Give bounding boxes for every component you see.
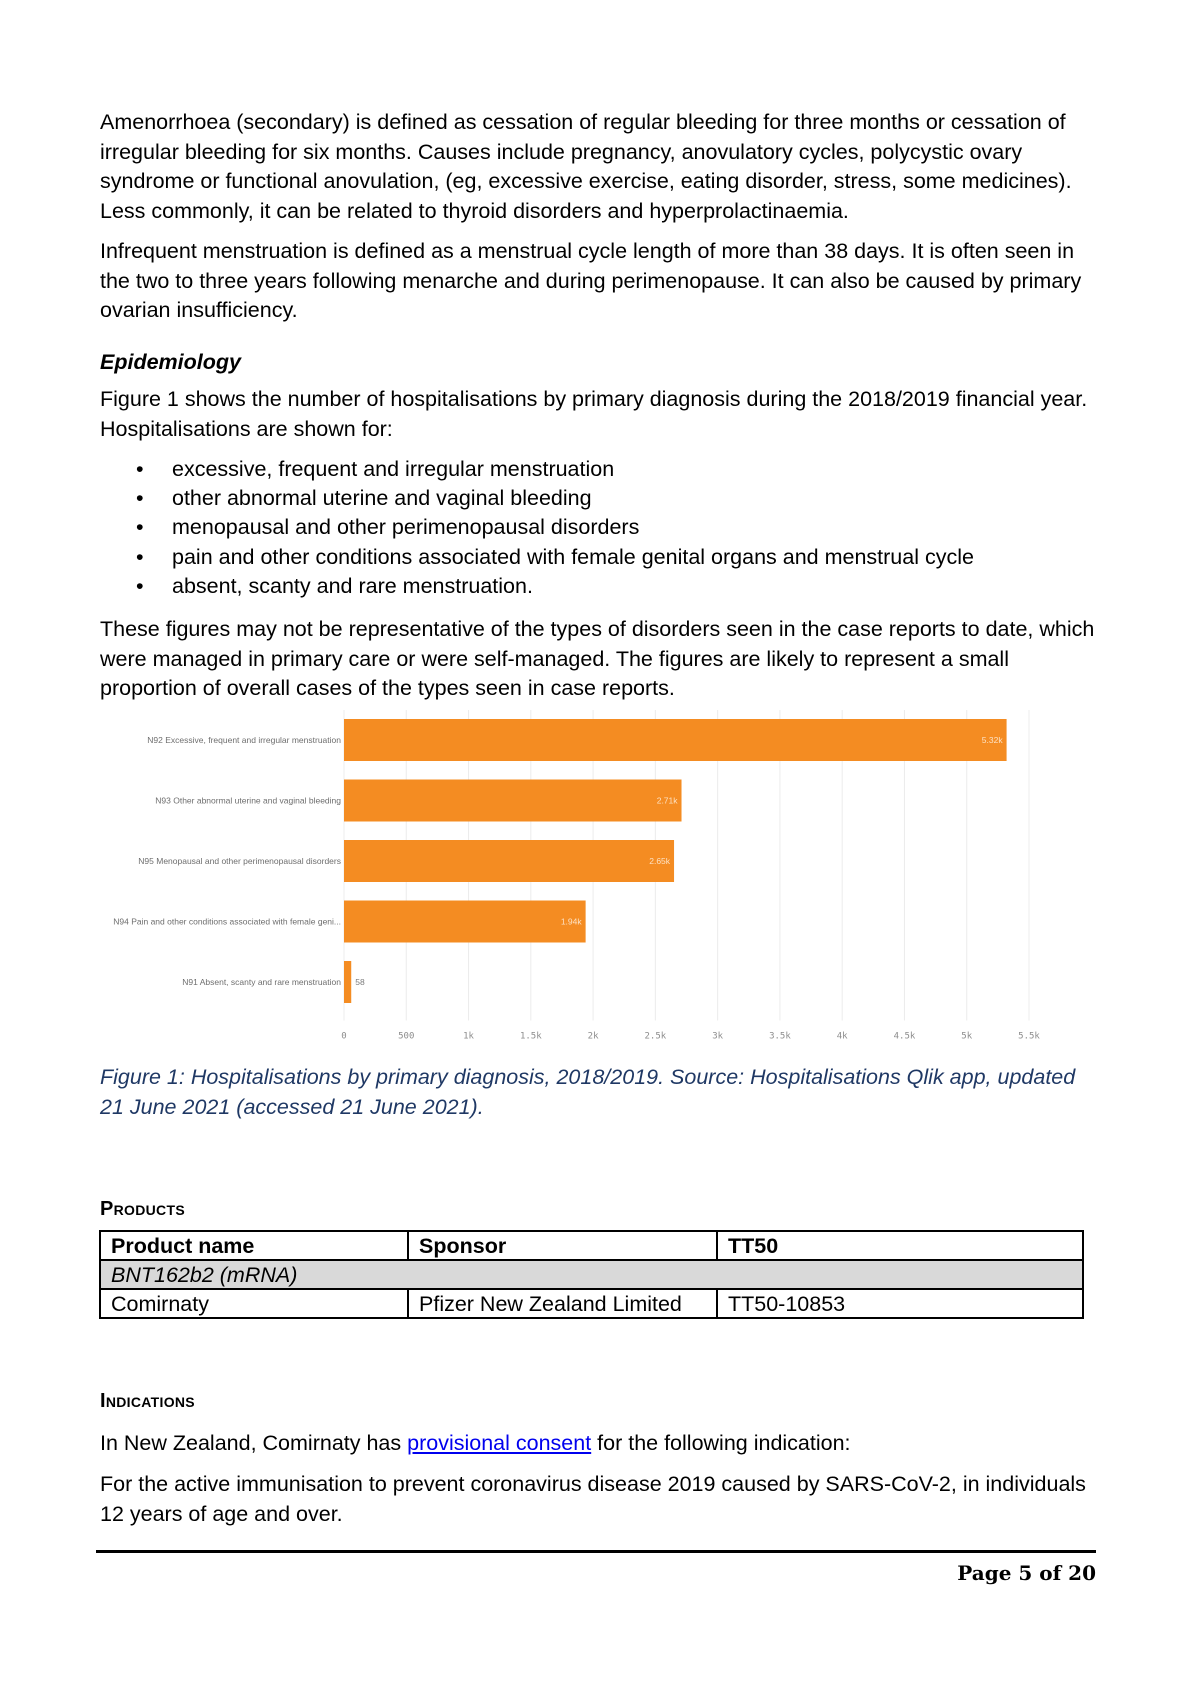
bar [344, 719, 1007, 761]
x-tick-label: 3.5k [769, 1031, 791, 1042]
column-header-sponsor: Sponsor [408, 1231, 717, 1260]
group-label: BNT162b2 (mRNA) [100, 1260, 1083, 1289]
page-number: Page 5 of 20 [957, 1561, 1096, 1585]
x-axis-ticks [341, 1032, 1040, 1042]
x-tick-label: 2k [587, 1031, 599, 1042]
bar [344, 840, 674, 882]
category-label: N91 Absent, scanty and rare menstruation [182, 977, 341, 987]
bar [344, 780, 682, 822]
bar [344, 961, 351, 1003]
hospitalisations-bar-chart [90, 710, 1050, 1050]
column-header-tt50: TT50 [717, 1231, 1083, 1260]
table-row [100, 1289, 1083, 1318]
category-label: N93 Other abnormal uterine and vaginal bleeding [155, 795, 341, 806]
x-tick-label: 500 [398, 1031, 415, 1042]
category-labels [113, 735, 341, 987]
x-tick-label: 4k [836, 1031, 848, 1042]
category-label: N95 Menopausal and other perimenopausal disorders [138, 856, 341, 866]
diagnosis-bullet-list [100, 455, 974, 601]
table-group-row [100, 1260, 1083, 1289]
indications-line2: For the active immunisation to prevent coronavirus disease 2019 caused by SARS-CoV-2, in individuals 12 years of age and over. [100, 1472, 1086, 1526]
bars [344, 719, 1007, 1003]
cell-sponsor: Pfizer New Zealand Limited [408, 1289, 717, 1318]
category-label: N94 Pain and other conditions associated with female geni... [113, 916, 341, 927]
data-label: 58 [355, 977, 365, 987]
x-tick-label: 4.5k [893, 1031, 916, 1042]
indications-heading: Indications [100, 1390, 195, 1412]
paragraph-amenorrhoea: Amenorrhoea (secondary) is defined as cessation of regular bleeding for three months or cessation of irregular bleeding for six months. Causes include pregnancy, anovulatory cycles, polycystic ovary syndrome or functional anovulation, (eg, excessive exercise, eating disorder, stress, some medicines). Less commonly, it can be related to thyroid disorders and hyperprolactinaemia. [100, 110, 1072, 223]
bullet-item: • other abnormal uterine and vaginal bleeding [100, 484, 974, 513]
bullet-icon: • [136, 573, 144, 598]
bullet-icon: • [136, 544, 144, 569]
provisional-consent-link[interactable]: provisional consent [407, 1431, 592, 1455]
cell-product-name: Comirnaty [100, 1289, 408, 1318]
products-heading: Products [100, 1198, 185, 1220]
epidemiology-intro: Figure 1 shows the number of hospitalisations by primary diagnosis during the 2018/2019 financial year. Hospitalisations are shown for: [100, 387, 1088, 441]
bullet-item: • menopausal and other perimenopausal disorders [100, 513, 974, 542]
footer-divider [96, 1550, 1096, 1553]
table-header-row [100, 1231, 1083, 1260]
paragraph-infrequent-menstruation: Infrequent menstruation is defined as a menstrual cycle length of more than 38 days. It is often seen in the two to three years following menarche and during perimenopause. It can also be caused by primary ovarian insufficiency. [100, 239, 1082, 322]
bullet-item: • pain and other conditions associated with female genital organs and menstrual cycle [100, 543, 974, 572]
column-header-product-name: Product name [100, 1231, 408, 1260]
data-label: 2.71k [656, 795, 678, 806]
x-tick-label: 5k [961, 1031, 973, 1042]
x-tick-label: 0 [341, 1031, 347, 1042]
x-tick-label: 2.5k [644, 1031, 667, 1042]
category-label: N92 Excessive, frequent and irregular menstruation [147, 735, 341, 745]
bullet-icon: • [136, 515, 144, 540]
data-label: 5.32k [981, 735, 1003, 745]
bullet-icon: • [136, 486, 144, 511]
bullet-item: • absent, scanty and rare menstruation. [100, 572, 974, 601]
products-table [99, 1230, 1084, 1319]
indications-line1: In New Zealand, Comirnaty has provisional consent for the following indication: [100, 1431, 851, 1455]
epidemiology-note: These figures may not be representative of the types of disorders seen in the case reports to date, which were managed in primary care or were self-managed. The figures are likely to represent a small proportion of overall cases of the types seen in case reports. [100, 617, 1095, 700]
cell-tt50: TT50-10853 [717, 1289, 1083, 1318]
bullet-item: • excessive, frequent and irregular menstruation [100, 455, 974, 484]
data-label: 2.65k [649, 856, 671, 866]
x-tick-label: 5.5k [1018, 1031, 1040, 1042]
figure-caption: Figure 1: Hospitalisations by primary diagnosis, 2018/2019. Source: Hospitalisations Qlik app, updated 21 June 2021 (accessed 21 June 2021). [100, 1065, 1076, 1119]
x-tick-label: 1k [463, 1031, 474, 1042]
data-label: 1.94k [560, 916, 582, 927]
x-tick-label: 1.5k [519, 1031, 542, 1042]
bullet-icon: • [136, 457, 144, 481]
x-tick-label: 3k [712, 1031, 724, 1042]
epidemiology-heading: Epidemiology [100, 350, 241, 374]
bar [344, 901, 586, 943]
